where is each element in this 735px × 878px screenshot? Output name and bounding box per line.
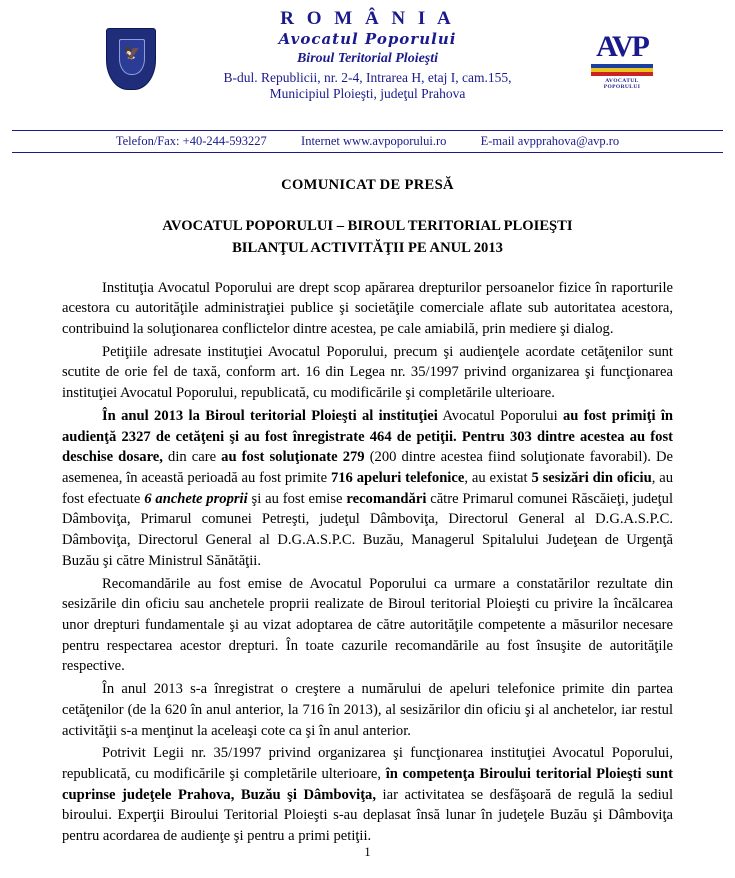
contact-phone: Telefon/Fax: +40-244-593227: [115, 134, 267, 148]
stats-seg-4: din care: [162, 449, 222, 466]
stats-seg-13: recomandări: [346, 490, 427, 507]
paragraph-2: Petiţiile adresate instituţiei Avocatul Poporului, precum şi audienţele acordate cetăţenilor sunt scutite de orie fel de taxă, conform art. 16 din Legea nr. 35/1997 privind organizarea şi funcţionarea instituţiei Avocatul Poporului, republicată, cu modificările şi completările ulterioare.: [62, 343, 673, 402]
institution-name: Avocatul Poporului: [278, 30, 457, 49]
stats-seg-6: (200 dintre acestea fiind soluţionate favorabil). De asemenea, în această perioadă au fost primite: [62, 449, 674, 486]
subtitle-line-1: AVOCATUL POPORULUI – BIROUL TERITORIAL PLOIEŞTI: [162, 217, 573, 234]
page-number: 1: [364, 845, 371, 859]
paragraph-4: În anul 2013 s-a înregistrat o creştere a numărului de apeluri telefonice primite din partea cetăţenilor (de la 620 în anul anterior, la 716 în 2013), al sesizărilor din oficiu şi al anchetelor, iar restul activităţii s-a menţinut la aceleaşi cote ca şi în anul anterior.: [62, 681, 673, 739]
avp-logo-bars: [591, 64, 653, 76]
avp-logo-mark: AVP: [596, 30, 648, 63]
stats-seg-5: au fost soluţionate 279: [221, 449, 365, 466]
eagle-glyph: 🦅: [124, 45, 141, 60]
avp-logo: [587, 30, 657, 102]
stats-seg-12: şi au fost emise: [247, 490, 347, 507]
office-name: Biroul Teritorial Ploieşti: [296, 51, 439, 67]
country-name: R O M Â N I A: [280, 8, 455, 29]
final-seg-3: iar activitatea se desfăşoară de regulă la sediul biroului. Experţii Biroului Teritorial Ploieşti s-au deplasat însă lunar în judeţele Buzău şi Dâmboviţa pentru acordarea de audienţe şi pentru a primi petiţii.: [62, 786, 674, 845]
address-line-2: Municipiul Ploieşti, judeţul Prahova: [269, 85, 466, 101]
stats-seg-3: au fost primiţi în audienţă 2327 de cetăţeni şi au fost înregistrate 464 de petiţii. Pentru 303 dintre acestea au fost deschise dosare,: [62, 407, 674, 466]
contact-internet: Internet www.avpoporului.ro: [301, 134, 447, 148]
stats-seg-2: Avocatul Poporului: [437, 407, 563, 424]
contact-bar: [12, 130, 723, 153]
contact-email: E-mail avpprahova@avp.ro: [480, 134, 620, 148]
final-seg-2: în competenţa Biroului teritorial Ploieşti sunt cuprinse judeţele Prahova, Buzău şi Dâmboviţa,: [62, 766, 674, 803]
document-header: [0, 0, 735, 126]
shield-shape: [106, 28, 156, 90]
final-seg-1: Potrivit Legii nr. 35/1997 privind organizarea şi funcţionarea instituţiei Avocatul Poporului, republicată, cu modificările şi completările ulterioare,: [62, 745, 673, 783]
stats-seg-11: 6 anchete proprii: [144, 490, 248, 507]
coat-of-arms-icon: [100, 28, 160, 103]
paragraph-final: [62, 743, 673, 847]
paragraph-3: Recomandările au fost emise de Avocatul Poporului ca urmare a constatărilor rezultate din sesizările din oficiu sau anchetele proprii realizate de Biroul teritorial Ploieşti cu privire la încălcarea unor drepturi fundamentale şi au vizat adoptarea de către autorităţile competente a măsurilor necesare pentru respectarea acestor drepturi. În toate cazurile recomandările au fost însuşite de autorităţile respective.: [62, 575, 673, 675]
document-body: [0, 153, 735, 847]
page-title: COMUNICAT DE PRESĂ: [281, 177, 454, 193]
stats-seg-10: , au fost efectuate: [62, 469, 673, 507]
stats-seg-9: 5 sesizări din oficiu: [531, 469, 652, 486]
stats-seg-7: 716 apeluri telefonice: [330, 469, 465, 486]
address-line-1: B-dul. Republicii, nr. 2-4, Intrarea H, etaj I, cam.155,: [223, 69, 512, 85]
stats-seg-14: către Primarul comunei Răscăieţi, judeţul Dâmboviţa, Primarul comunei Petreşti, judeţul Dâmboviţa, Directorul General al D.G.A.S.P.C. Dâmboviţa, Directorul General al D.G.A.S.P.C. Buzău, Managerul Spitalului Judeţean de Urgenţă Buzău şi către Ministrul Sănătăţii.: [62, 490, 673, 569]
stats-seg-1: În anul 2013 la Biroul teritorial Ploieşti al instituţiei: [102, 407, 438, 424]
paragraph-statistics: [62, 406, 673, 572]
paragraph-1: Instituţia Avocatul Poporului are drept scop apărarea drepturilor persoanelor fizice în raporturile acestora cu autorităţile administraţiei publice şi societăţile comerciale aflate sub autoritatea acestora, contribuind la soluţionarea conflictelor dintre acestea, pe cale amiabilă, prin mediere şi dialog.: [62, 279, 673, 337]
document-subtitle: [62, 216, 673, 260]
avp-logo-caption: AVOCATUL POPORULUI: [603, 78, 641, 90]
subtitle-line-2: BILANŢUL ACTIVITĂŢII PE ANUL 2013: [232, 239, 503, 256]
stats-seg-8: , au existat: [464, 469, 532, 486]
